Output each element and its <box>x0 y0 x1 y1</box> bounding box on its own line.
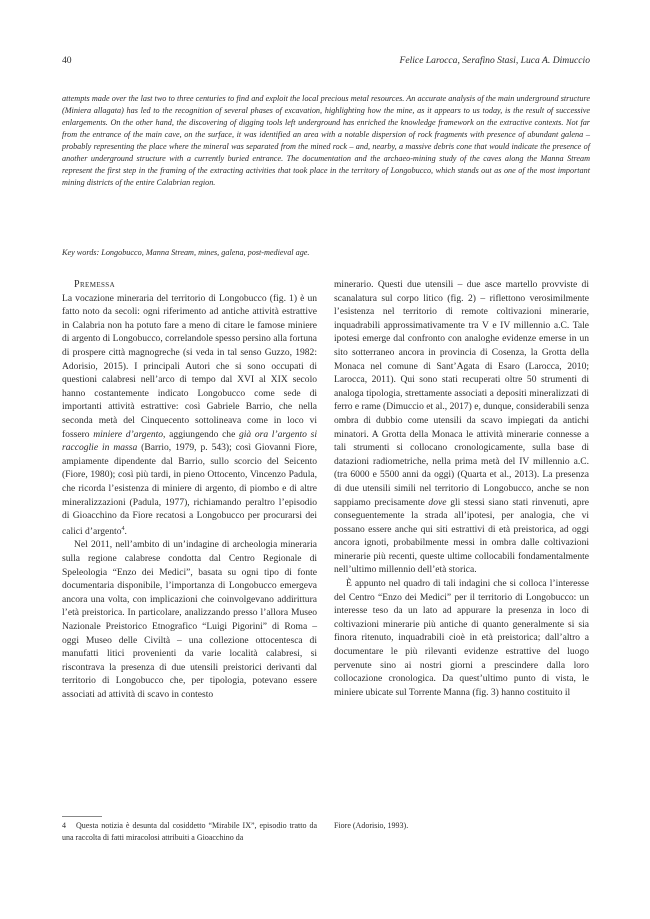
footnote-number: 4 <box>62 821 66 830</box>
running-head-authors: Felice Larocca, Serafino Stasi, Luca A. Dimuccio <box>399 55 590 66</box>
italic-phrase: dove <box>428 496 447 508</box>
footnote-continuation: Fiore (Adorisio, 1993). <box>334 821 409 830</box>
footnote-marker: 4 <box>121 525 125 532</box>
footnote <box>62 820 317 843</box>
paragraph: Nel 2011, nell’ambito di un’indagine di archeologia mineraria sulla regione calabrese condotta dal Centro Regionale di Speleologia “Enzo dei Medici”, basata su ogni tipo di fonte documentaria disponibile, l’importanza di Longobucco emergeva ancora una volta, con implicazioni che coinvolgevano addirittura l’età preistorica. In particolare, analizzando presso l’allora Museo Nazionale Preistorico Etnografico “Luigi Pigorini” di Roma – oggi Museo delle Civiltà – una collezione ottocentesca di manufatti litici provenienti da varie località calabresi, si riscontrava la presenza di due utensili preistorici derivanti dal territorio di Longobucco che, per tipologia, potevano essere associati ad attività di scavo in contesto <box>62 539 317 700</box>
page-number: 40 <box>62 55 72 66</box>
footnote-text: Questa notizia è desunta dal cosiddetto “Mirabile IX”, episodio tratto da una raccolta di fatti miracolosi attribuiti a Gioacchino da <box>62 821 317 842</box>
italic-phrase: già ora l’argento si raccoglie in massa <box>62 428 317 454</box>
paragraph: È appunto nel quadro di tali indagini che si colloca l’interesse del Centro “Enzo dei Medici” per il territorio di Longobucco: un interesse teso da un lato ad appurare la presenza in loco di coltivazioni minerarie più antiche di quanto generalmente si sia finora ritenuto, inquadrabili cioè in età preistorica; dall’altro a documentare le più rilevanti evidenze estrattive del luogo pervenute sino ai nostri giorni a prescindere dalla loro collocazione cronologica. Da quest’ultimo punto di vista, le miniere ubicate sul Torrente Manna (fig. 3) hanno costituito il <box>334 578 589 698</box>
abstract <box>62 93 590 189</box>
right-column <box>334 278 589 699</box>
left-column <box>62 278 317 702</box>
paragraph: minerario. Questi due utensili – due asce martello provviste di scanalatura sul corpo litico (fig. 2) – riflettono verosimilmente l’esistenza nel territorio di remote coltivazioni minerarie, inquadrabili approssimativamente tra V e IV millennio a.C. Tale ipotesi emerge dal confronto con analoghe evidenze emerse in un sito sotterraneo ancora in provincia di Cosenza, la Grotta della Monaca nel comune di Sant’Agata di Esaro (Larocca, 2010; Larocca, 2011). Qui sono stati recuperati oltre 50 strumenti di analoga tipologia, strettamente associati a depositi mineralizzati di ferro e rame (Dimuccio et al., 2017) e, dunque, considerabili senza ombra di dubbio come utensili da scavo impiegati da antichi minatori. A Grotta della Monaca le attività minerarie connesse a tali strumenti si collocano cronologicamente, sulla base di datazioni radiometriche, nella prima metà del IV millennio a.C. (tra 6000 e 5500 anni da oggi) (Quarta et al., 2013). La presenza di due utensili simili nel territorio di Longobucco, anche se non sappiamo precisamente dove gli stessi siano stati rinvenuti, apre conseguentemente la strada all’ipotesi, per analogia, che vi possano essere anche qui siti estrattivi di età preistorica, ad oggi ancora ignoti, probabilmente messi in ombra dalle coltivazioni minerarie più recenti, queste ultime collocabili fondamentalmente nell’ultimo millennio dell’età storica. <box>334 279 590 576</box>
italic-phrase: miniere d’argento <box>93 428 164 440</box>
section-title: Premessa <box>74 279 116 290</box>
footnote-rule <box>62 816 102 817</box>
paragraph: La vocazione mineraria del territorio di Longobucco (fig. 1) è un fatto noto da secoli: ogni riferimento ad antiche attività estrattive in Calabria non ha potuto fare a meno di citare le famose miniere di argento di Longobucco, correlandole spesso persino alla fortuna di prospere città magnogreche (si veda in tal senso Guzzo, 1982: Adorisio, 2015). I principali Autori che si sono occupati di questioni calabresi nell’arco di tempo dal XVI al XIX secolo hanno costantemente indicato Longobucco come sede di importanti attività estrattive: così Gabriele Barrio, che nella seconda metà del Cinquecento sottolineava come in loco vi fossero miniere d’argento, aggiungendo che già ora l’argento si raccoglie in massa (Barrio, 1979, p. 543); così Giovanni Fiore, ampiamente dipendente dal Barrio, sullo scorcio del Seicento (Fiore, 1980); così più tardi, in pieno Ottocento, Vincenzo Padula, che ricorda l’esistenza di miniere di argento, di piombo e di altre mineralizzazioni (Padula, 1977), richiamando peraltro l’episodio di Gioacchino da Fiore recatosi a Longobucco per procurarsi dei calici d’argento$^4$. <box>62 292 318 537</box>
page-header <box>62 55 590 69</box>
abstract-text: attempts made over the last two to three centuries to find and exploit the local precious metal resources. An accurate analysis of the main underground structure (Miniera allagata) has led to the recognition of several phases of excavation, highlighting how the mine, as it appears to us today, is the result of successive enlargements. On the other hand, the discovering of digging tools left underground has enriched the knowledge framework on the extractive contexts. Not far from the entrance of the main cave, on the surface, it was identified an area with a notable dispersion of rock fragments with presence of abundant galena – probably representing the place where the mineral was separated from the mined rock – and, nearby, a massive debris cone that would indicate the presence of another underground structure with a currently buried entrance. The documentation and the archaeo-mining study of the caves along the Manna Stream represent the first step in the framing of the extracting activities that took place in the territory of Longobucco, which stands out as one of the most important mining districts of the entire Calabrian region. <box>62 94 590 187</box>
keywords: Key words: Longobucco, Manna Stream, mines, galena, post-medieval age. <box>62 248 310 257</box>
